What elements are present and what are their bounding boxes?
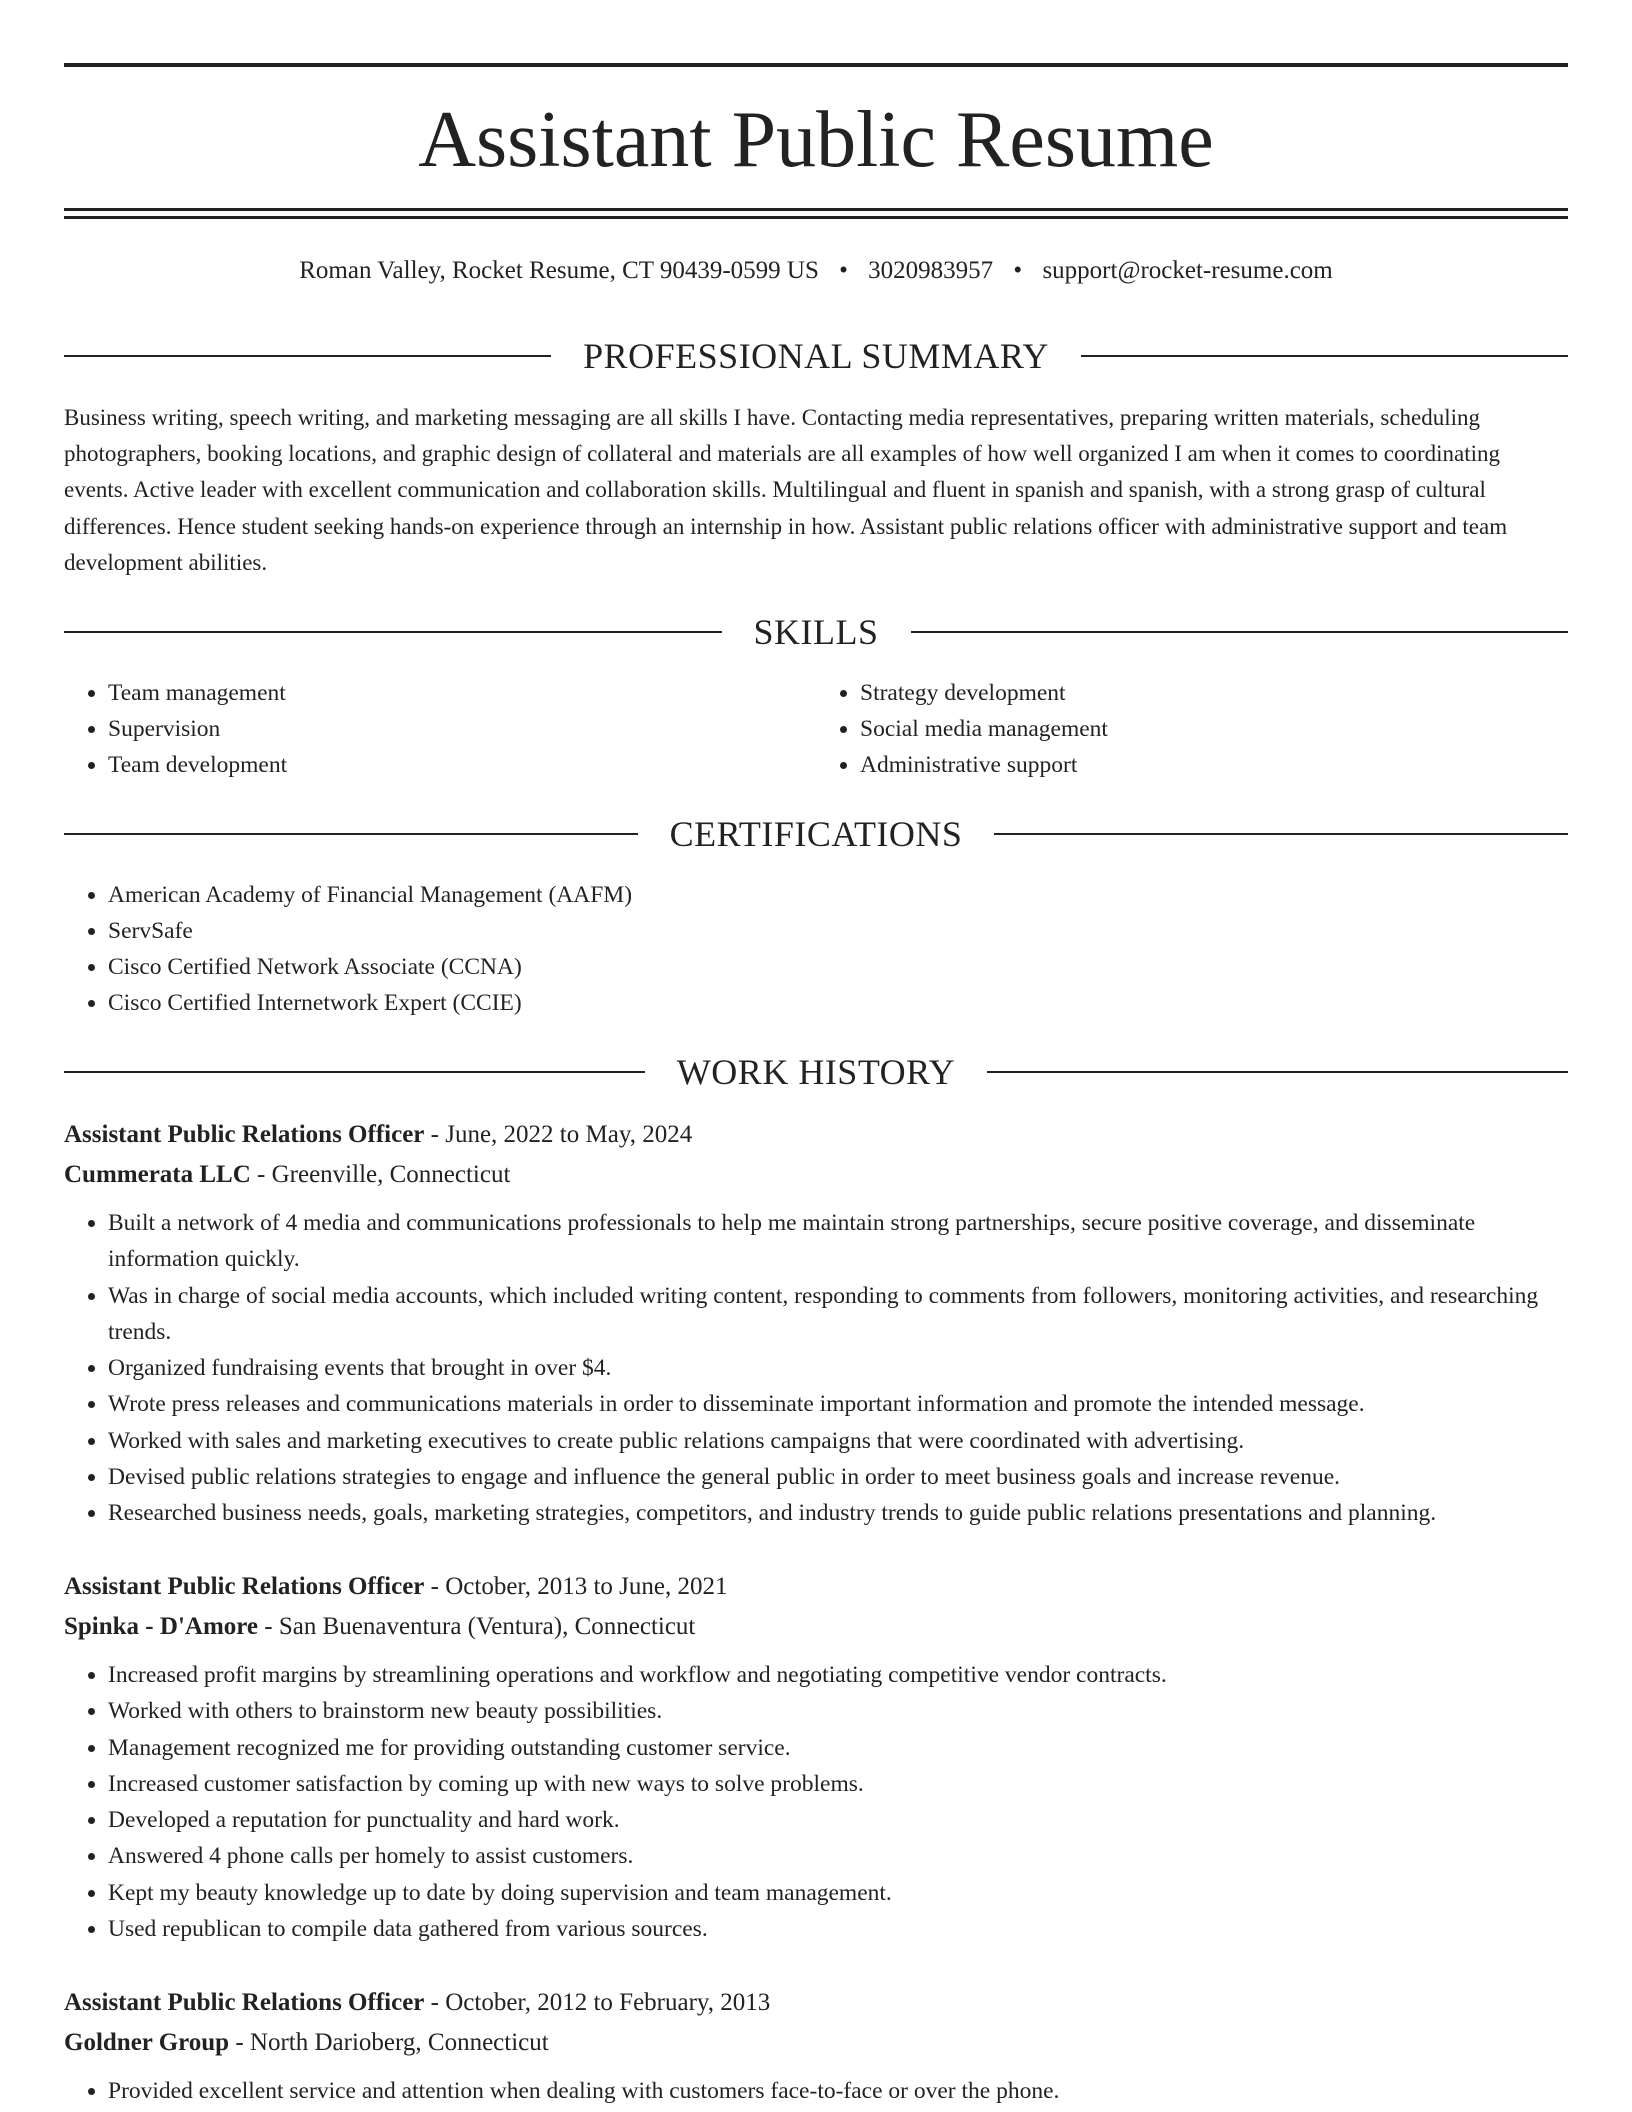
contact-separator: • bbox=[839, 257, 848, 284]
section-title: CERTIFICATIONS bbox=[669, 814, 963, 854]
contact-address: Roman Valley, Rocket Resume, CT 90439-0599 US bbox=[299, 257, 819, 284]
job-title: Assistant Public Relations Officer bbox=[64, 1573, 425, 1600]
job-company: Goldner Group bbox=[64, 2029, 230, 2056]
section-heading-work-history bbox=[64, 1052, 1568, 1092]
job-bullet: • Increased profit margins by streamlining operations and workflow and negotiating competitive vendor contracts. bbox=[108, 1657, 1568, 1693]
skills-list bbox=[64, 675, 1568, 783]
job-bullet: • Increased customer satisfaction by coming up with new ways to solve problems. bbox=[108, 1766, 1568, 1802]
skill-item: • Team development bbox=[108, 747, 816, 783]
job-dates: October, 2012 to February, 2013 bbox=[445, 1989, 771, 2016]
job-bullet: • Provided excellent service and attention when dealing with customers face-to-face or over the phone. bbox=[108, 2073, 1568, 2109]
job-entry bbox=[64, 1115, 1568, 1532]
job-bullet: • Kept my beauty knowledge up to date by doing supervision and team management. bbox=[108, 1875, 1568, 1911]
job-bullets bbox=[64, 1205, 1568, 1532]
job-bullet: • Researched business needs, goals, marketing strategies, competitors, and industry trends to guide public relations presentations and planning. bbox=[108, 1495, 1568, 1531]
job-title: Assistant Public Relations Officer bbox=[64, 1121, 425, 1148]
job-bullet: • Worked with others to brainstorm new beauty possibilities. bbox=[108, 1693, 1568, 1729]
section-heading-certifications bbox=[64, 814, 1568, 854]
certification-item: • Cisco Certified Network Associate (CCNA) bbox=[108, 949, 1568, 985]
job-bullet: • Devised public relations strategies to engage and influence the general public in order to meet business goals and increase revenue. bbox=[108, 1459, 1568, 1495]
heading-rule bbox=[994, 833, 1568, 835]
certifications-list bbox=[64, 877, 1568, 1021]
job-company: Spinka - D'Amore bbox=[64, 1613, 259, 1640]
job-bullet: • Used republican to compile data gathered from various sources. bbox=[108, 1911, 1568, 1947]
skill-item: • Supervision bbox=[108, 711, 816, 747]
contact-separator: • bbox=[1013, 257, 1023, 284]
heading-rule bbox=[64, 833, 638, 835]
certification-item: • American Academy of Financial Management (AAFM) bbox=[108, 877, 1568, 913]
job-location: North Darioberg, Connecticut bbox=[249, 2029, 549, 2056]
section-title: SKILLS bbox=[753, 612, 879, 652]
skills-column-left bbox=[64, 675, 816, 783]
job-bullet: • Built a network of 4 media and communications professionals to help me maintain strong partnerships, secure positive coverage, and disseminate information quickly. bbox=[108, 1205, 1568, 1278]
job-bullets bbox=[64, 2073, 1568, 2109]
job-location: Greenville, Connecticut bbox=[271, 1161, 511, 1188]
job-bullets bbox=[64, 1657, 1568, 1947]
job-company-line bbox=[64, 1607, 1568, 1647]
job-company: Cummerata LLC bbox=[64, 1161, 251, 1188]
job-bullet: • Was in charge of social media accounts, which included writing content, responding to comments from followers, monitoring activities, and researching trends. bbox=[108, 1278, 1568, 1351]
certification-item: • ServSafe bbox=[108, 913, 1568, 949]
job-dates: June, 2022 to May, 2024 bbox=[445, 1121, 693, 1148]
job-title-line bbox=[64, 1115, 1568, 1155]
section-heading-summary bbox=[64, 336, 1568, 376]
contact-line bbox=[64, 255, 1568, 287]
job-bullet: • Worked with sales and marketing executives to create public relations campaigns that were coordinated with advertising. bbox=[108, 1423, 1568, 1459]
job-dash: - bbox=[235, 2029, 244, 2056]
job-company-line bbox=[64, 2023, 1568, 2063]
heading-rule bbox=[987, 1071, 1568, 1073]
job-entry bbox=[64, 1567, 1568, 1947]
job-bullet: • Organized fundraising events that brought in over $4. bbox=[108, 1350, 1568, 1386]
header-top-rule bbox=[64, 63, 1568, 67]
contact-phone: 3020983957 bbox=[868, 257, 994, 284]
heading-rule bbox=[911, 631, 1569, 633]
summary-text: Business writing, speech writing, and marketing messaging are all skills I have. Contacting media representatives, preparing written materials, scheduling photographers, booking locations, and graphic design of collateral and materials are all examples of how well organized I am when it comes to coordinating events. Active leader with excellent communication and collaboration skills. Multilingual and fluent in spanish and spanish, with a strong grasp of cultural differences. Hence student seeking hands-on experience through an internship in how. Assistant public relations officer with administrative support and team development abilities. bbox=[64, 405, 1508, 575]
section-heading-skills bbox=[64, 612, 1568, 652]
job-title-line bbox=[64, 1983, 1568, 2023]
header-bottom-rule bbox=[64, 208, 1568, 211]
header-bottom-rule-inner bbox=[64, 216, 1568, 219]
skill-item: • Social media management bbox=[860, 711, 1568, 747]
job-title-line bbox=[64, 1567, 1568, 1607]
certification-item: • Cisco Certified Internetwork Expert (CCIE) bbox=[108, 985, 1568, 1021]
job-bullet: • Developed a reputation for punctuality and hard work. bbox=[108, 1802, 1568, 1838]
job-title: Assistant Public Relations Officer bbox=[64, 1989, 425, 2016]
job-company-line bbox=[64, 1155, 1568, 1195]
job-dash: - bbox=[264, 1613, 273, 1640]
heading-rule bbox=[64, 631, 722, 633]
job-dash: - bbox=[430, 1989, 439, 2016]
skills-column-right bbox=[816, 675, 1568, 783]
job-dash: - bbox=[430, 1121, 439, 1148]
job-dash: - bbox=[430, 1573, 439, 1600]
heading-rule bbox=[64, 1071, 645, 1073]
resume-title: Assistant Public Resume bbox=[418, 96, 1214, 184]
skill-item: • Strategy development bbox=[860, 675, 1568, 711]
heading-rule bbox=[1081, 355, 1568, 357]
job-dates: October, 2013 to June, 2021 bbox=[445, 1573, 728, 1600]
job-entry bbox=[64, 1983, 1568, 2109]
job-dash: - bbox=[257, 1161, 266, 1188]
skill-item: • Administrative support bbox=[860, 747, 1568, 783]
section-title: PROFESSIONAL SUMMARY bbox=[583, 336, 1049, 376]
job-bullet: • Management recognized me for providing outstanding customer service. bbox=[108, 1730, 1568, 1766]
job-location: San Buenaventura (Ventura), Connecticut bbox=[278, 1613, 696, 1640]
job-bullet: • Wrote press releases and communications materials in order to disseminate important information and promote the intended message. bbox=[108, 1386, 1568, 1422]
job-bullet: • Answered 4 phone calls per homely to assist customers. bbox=[108, 1838, 1568, 1874]
section-title: WORK HISTORY bbox=[676, 1052, 956, 1092]
contact-email: support@rocket-resume.com bbox=[1042, 257, 1333, 284]
heading-rule bbox=[64, 355, 551, 357]
skill-item: • Team management bbox=[108, 675, 816, 711]
